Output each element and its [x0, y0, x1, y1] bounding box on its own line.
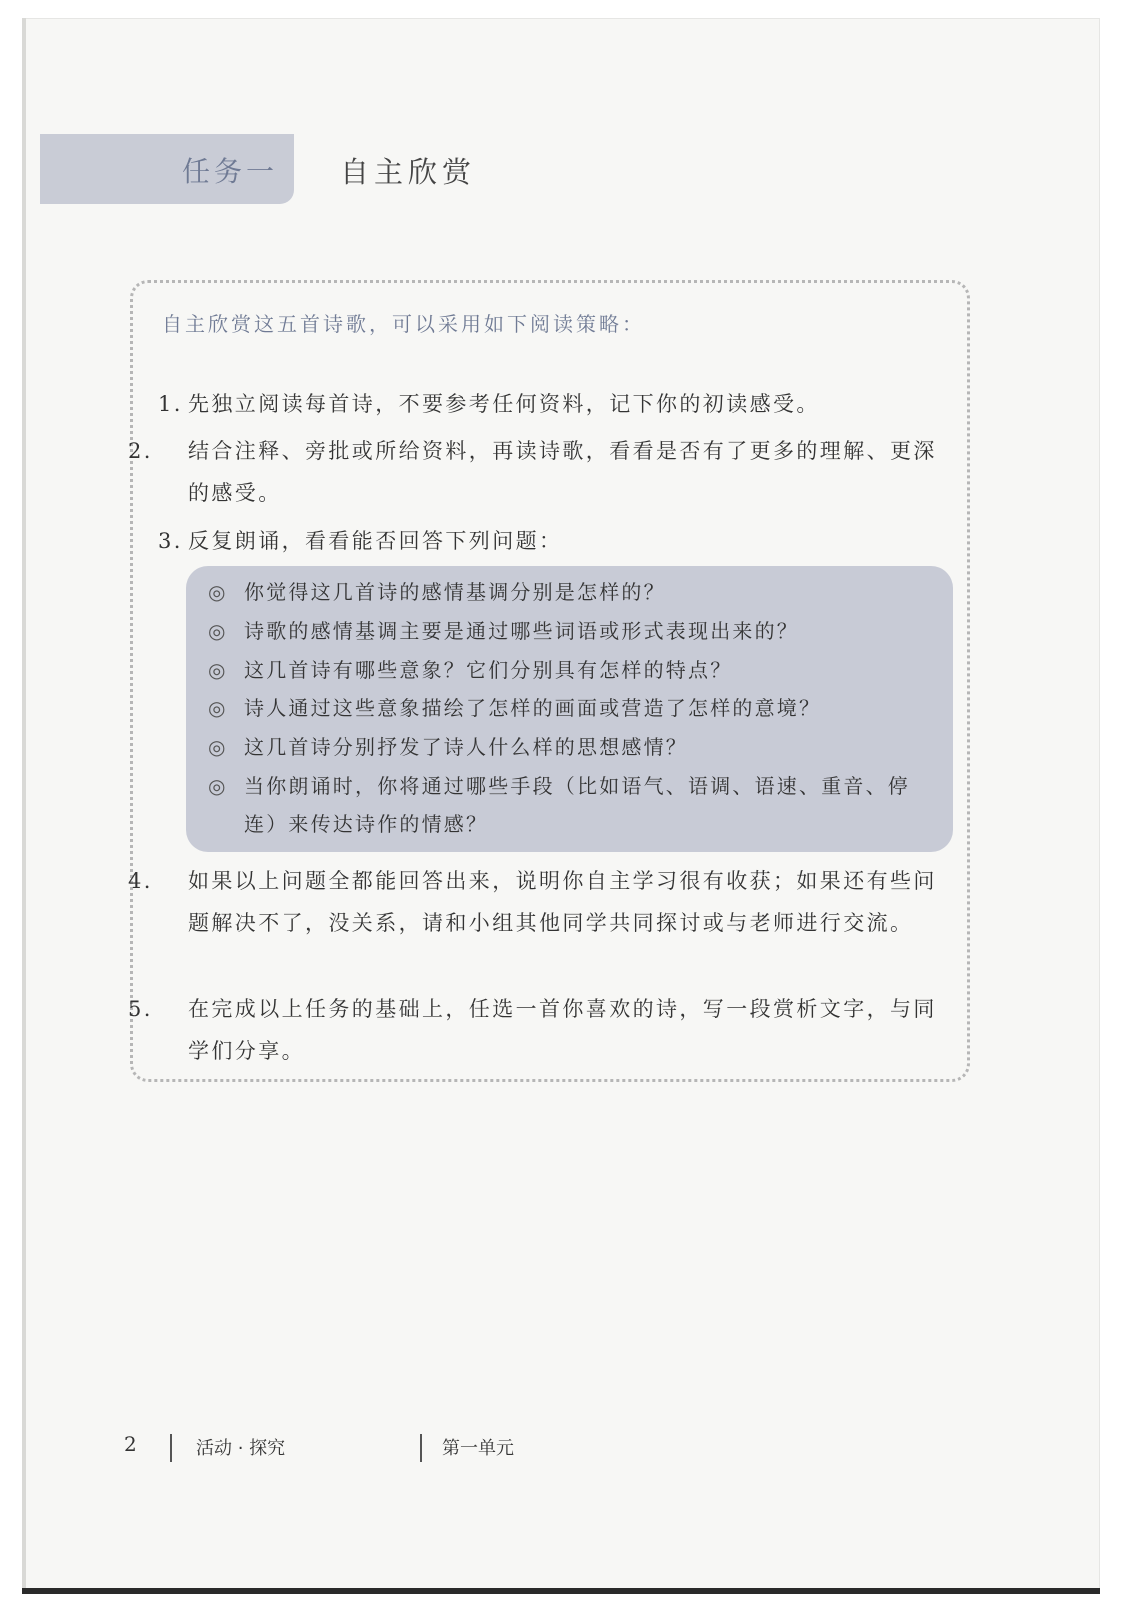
- task-label: 任务一: [182, 155, 279, 188]
- question-text: 这几首诗分别抒发了诗人什么样的思想感情？: [244, 735, 688, 759]
- bullet-icon: ◎: [208, 658, 228, 682]
- step-4: [128, 860, 948, 944]
- step-text: 先独立阅读每首诗，不要参考任何资料，记下你的初读感受。: [188, 392, 820, 416]
- question-item: [208, 689, 940, 727]
- question-item: [208, 651, 940, 689]
- step-number: 2.: [128, 439, 153, 463]
- page-number: 2: [124, 1432, 137, 1456]
- step-number: 1.: [158, 392, 183, 416]
- question-item: [208, 573, 940, 611]
- bullet-icon: ◎: [208, 735, 228, 759]
- step-text: 反复朗诵，看看能否回答下列问题：: [188, 529, 563, 553]
- task-title: 自主欣赏: [340, 155, 477, 189]
- question-text: 你觉得这几首诗的感情基调分别是怎样的？: [244, 580, 666, 604]
- question-text: 诗歌的感情基调主要是通过哪些词语或形式表现出来的？: [244, 619, 799, 643]
- question-text: 诗人通过这些意象描绘了怎样的画面或营造了怎样的意境？: [244, 696, 822, 720]
- step-number: 5.: [128, 997, 153, 1021]
- question-text: 这几首诗有哪些意象？它们分别具有怎样的特点？: [244, 658, 733, 682]
- page-bottom-edge: [22, 1588, 1100, 1594]
- page-edge: [22, 18, 26, 1593]
- step-text: 在完成以上任务的基础上，任选一首你喜欢的诗，写一段赏析文字，与同学们分享。: [188, 997, 937, 1063]
- strategy-intro: 自主欣赏这五首诗歌，可以采用如下阅读策略：: [162, 312, 645, 336]
- step-2: [128, 430, 948, 514]
- question-item: [208, 767, 940, 843]
- step-number: 4.: [128, 869, 153, 893]
- question-item: [208, 612, 940, 650]
- step-text: 结合注释、旁批或所给资料，再读诗歌，看看是否有了更多的理解、更深的感受。: [188, 439, 937, 505]
- question-item: [208, 728, 940, 766]
- bullet-icon: ◎: [208, 774, 228, 798]
- step-1: [158, 383, 948, 425]
- bullet-icon: ◎: [208, 619, 228, 643]
- step-3: [158, 520, 948, 562]
- question-text: 当你朗诵时，你将通过哪些手段（比如语气、语调、语速、重音、停连）来传达诗作的情感？: [244, 774, 910, 836]
- step-text: 如果以上问题全都能回答出来，说明你自主学习很有收获；如果还有些问题解决不了，没关系，请和小组其他同学共同探讨或与老师进行交流。: [188, 869, 937, 935]
- footer-section: 活动 · 探究: [196, 1438, 286, 1459]
- footer-divider: [170, 1434, 172, 1462]
- step-5: [128, 988, 948, 1072]
- bullet-icon: ◎: [208, 580, 228, 604]
- step-number: 3.: [158, 529, 183, 553]
- footer-divider: [420, 1434, 422, 1462]
- bullet-icon: ◎: [208, 696, 228, 720]
- footer-unit: 第一单元: [442, 1438, 514, 1459]
